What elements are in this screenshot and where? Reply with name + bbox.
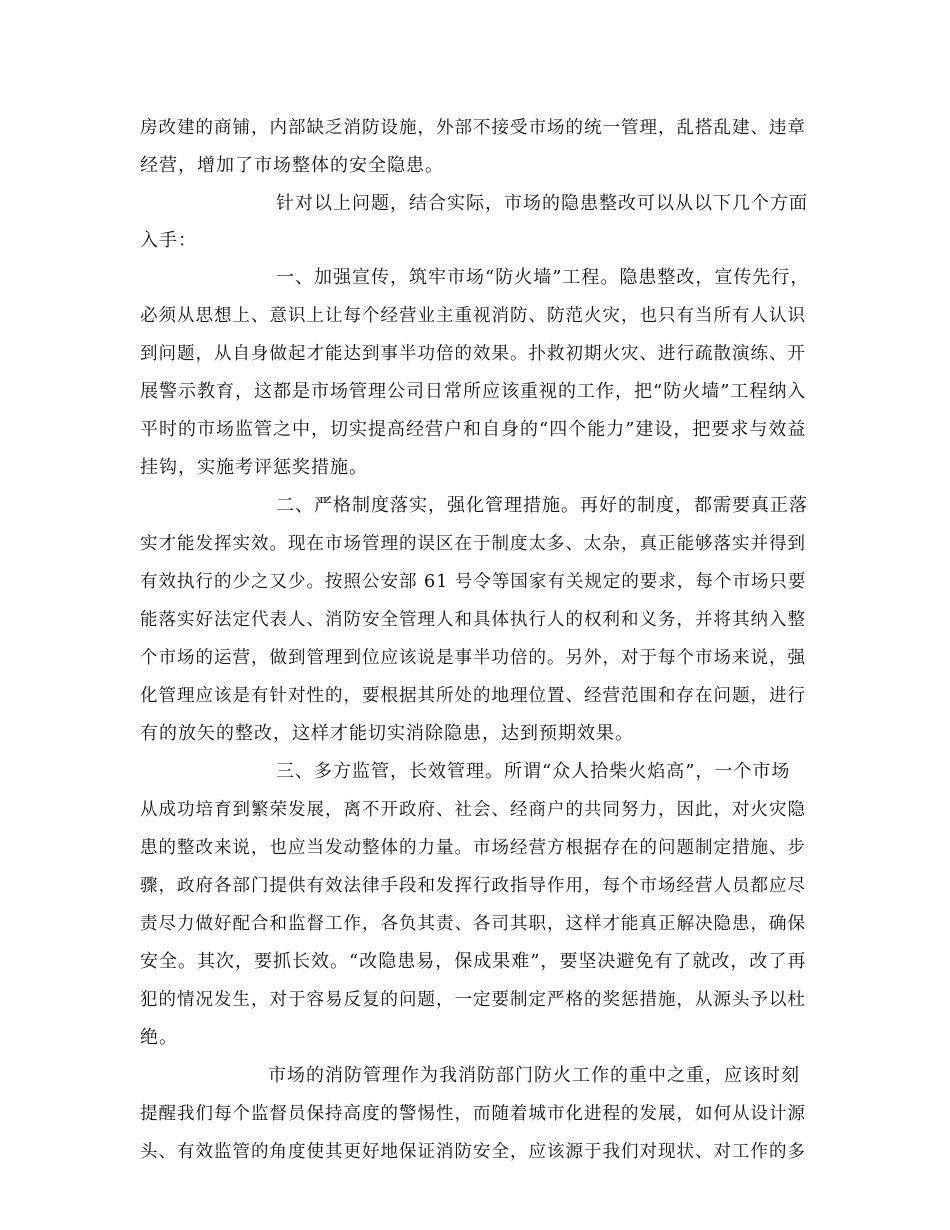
paragraph-6-line-3: 头、有效监管的角度使其更好地保证消防安全，应该源于我们对现状、对工作的多 — [140, 1142, 806, 1162]
paragraph-2-line-2: 入手： — [140, 230, 197, 251]
paragraph-2-line-1: 针对以上问题，结合实际，市场的隐患整改可以从以下几个方面 — [276, 193, 808, 214]
paragraph-6-line-2: 提醒我们每个监督员保持高度的警惕性，而随着城市化进程的发展，如何从设计源 — [140, 1104, 806, 1124]
paragraph-1-line-2: 经营，增加了市场整体的安全隐患。 — [140, 155, 444, 176]
paragraph-3-line-3: 到问题，从自身做起才能达到事半功倍的效果。扑救初期火灾、进行疏散演练、开 — [140, 344, 806, 364]
paragraph-4-line-3: 有效执行的少之又少。按照公安部 61 号令等国家有关规定的要求，每个市场只要 — [140, 572, 807, 592]
paragraph-4-line-5: 个市场的运营，做到管理到位应该说是事半功倍的。另外，对于每个市场来说，强 — [140, 648, 806, 668]
paragraph-5-line-6: 安全。其次，要抓长效。“改隐患易，保成果难”，要坚决避免有了就改，改了再 — [140, 951, 807, 972]
paragraph-5-line-3: 患的整改来说，也应当发动整体的力量。市场经营方根据存在的问题制定措施、步 — [140, 838, 806, 858]
paragraph-5-line-5: 责尽力做好配合和监督工作，各负其责、各司其职，这样才能真正解决隐患，确保 — [140, 914, 806, 934]
paragraph-4-line-7: 有的放矢的整改，这样才能切实消除隐患，达到预期效果。 — [140, 723, 634, 744]
paragraph-3-line-5: 平时的市场监管之中，切实提高经营户和自身的“四个能力”建设，把要求与效益 — [140, 419, 807, 440]
paragraph-1-line-1: 房改建的商铺，内部缺乏消防设施，外部不接受市场的统一管理，乱搭乱建、违章 — [140, 118, 806, 138]
paragraph-5-line-7: 犯的情况发生，对于容易反复的问题，一定要制定严格的奖惩措施，从源头予以杜 — [140, 990, 806, 1010]
paragraph-4-line-4: 能落实好法定代表人、消防安全管理人和具体执行人的权利和义务，并将其纳入整 — [140, 610, 806, 630]
paragraph-5-line-8: 绝。 — [140, 1027, 178, 1048]
paragraph-4-line-1: 二、严格制度落实，强化管理措施。再好的制度，都需要真正落 — [276, 495, 808, 516]
paragraph-5-line-4: 骤，政府各部门提供有效法律手段和发挥行政指导作用，每个市场经营人员都应尽 — [140, 876, 806, 896]
paragraph-6-line-1: 市场的消防管理作为我消防部门防火工作的重中之重，应该时刻 — [268, 1065, 800, 1086]
paragraph-4-line-6: 化管理应该是有针对性的，要根据其所处的地理位置、经营范围和存在问题，进行 — [140, 686, 806, 706]
paragraph-4-line-2: 实才能发挥实效。现在市场管理的误区在于制度太多、太杂，真正能够落实并得到 — [140, 534, 806, 554]
paragraph-3-line-4: 展警示教育，这都是市场管理公司日常所应该重视的工作，把“防火墙”工程纳入 — [140, 381, 807, 402]
paragraph-3-line-2: 必须从思想上、意识上让每个经营业主重视消防、防范火灾，也只有当所有人认识 — [140, 306, 806, 326]
paragraph-3-line-6: 挂钩，实施考评惩奖措施。 — [140, 457, 368, 478]
paragraph-3-line-1: 一、加强宣传，筑牢市场“防火墙”工程。隐患整改，宣传先行， — [276, 267, 810, 288]
paragraph-5-line-1: 三、多方监管，长效管理。所谓“众人拾柴火焰高”，一个市场 — [276, 761, 791, 782]
paragraph-5-line-2: 从成功培育到繁荣发展，离不开政府、社会、经商户的共同努力，因此，对火灾隐 — [140, 800, 806, 820]
